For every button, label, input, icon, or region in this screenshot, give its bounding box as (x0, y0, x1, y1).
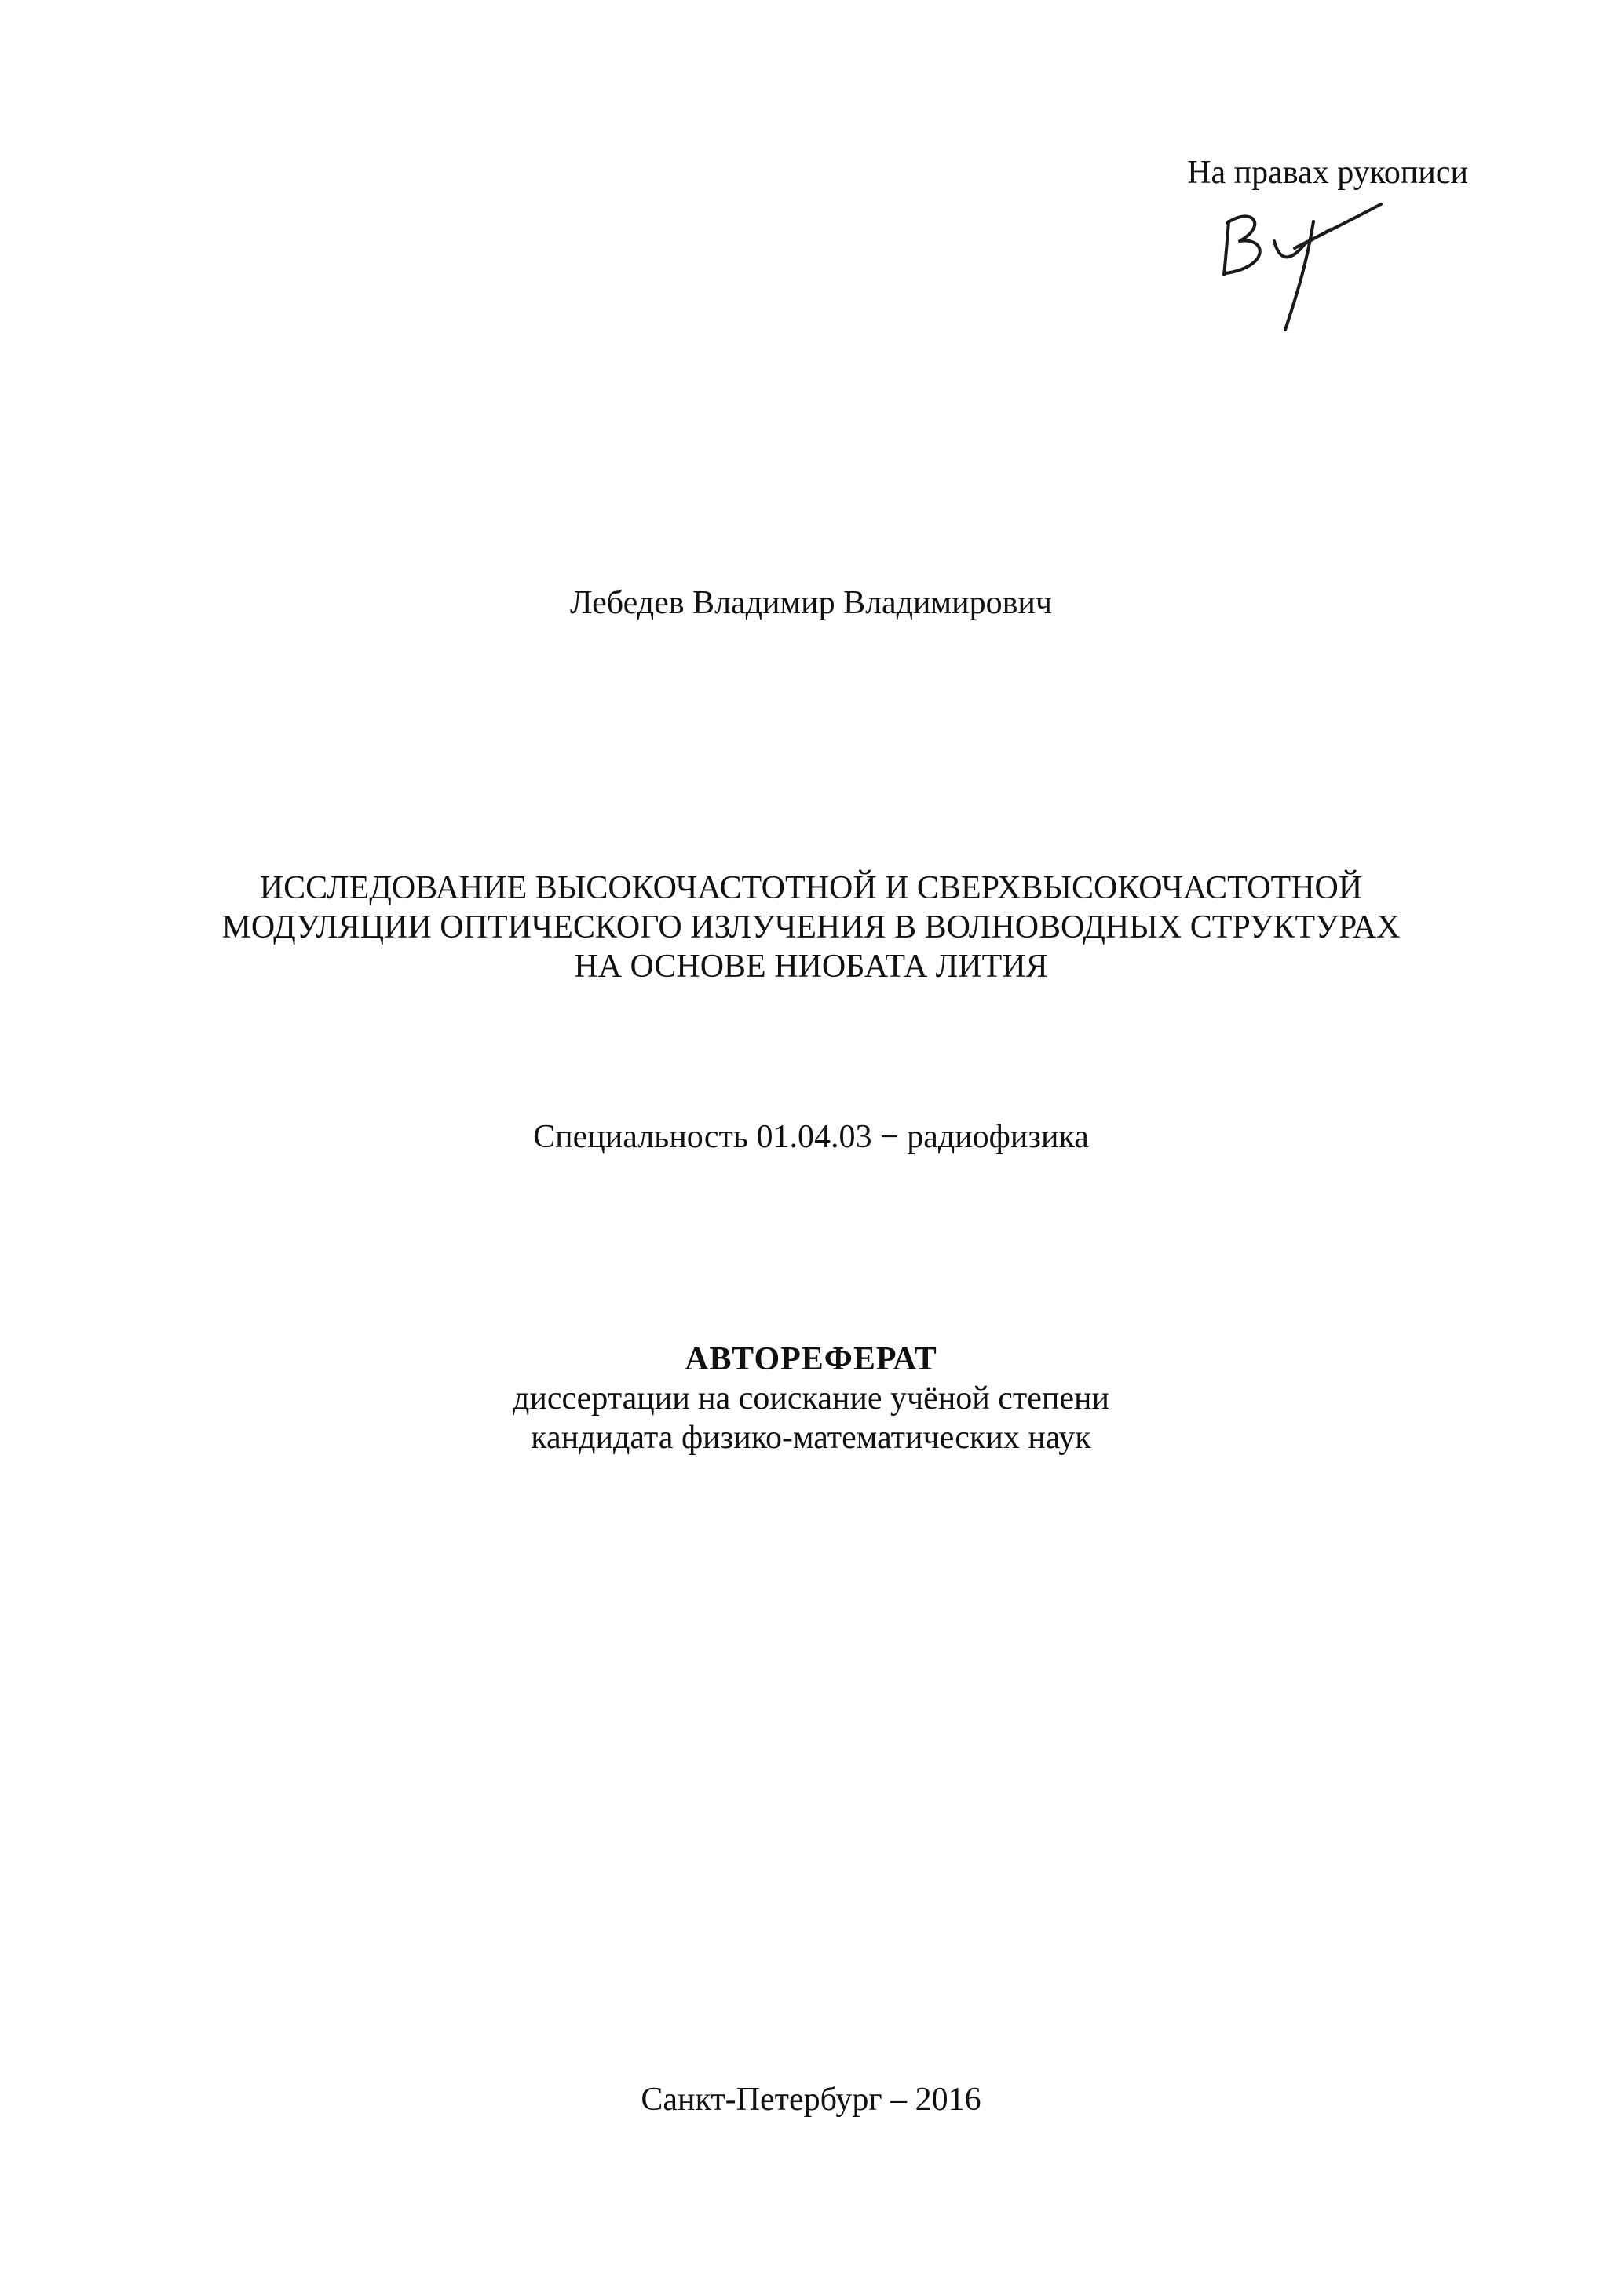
title-line: НА ОСНОВЕ НИОБАТА ЛИТИЯ (574, 949, 1048, 985)
manuscript-note: На правах рукописи (1187, 155, 1468, 191)
abstract-block (0, 1340, 1622, 1457)
author-name: Лебедев Владимир Владимирович (569, 585, 1053, 621)
abstract-heading: АВТОРЕФЕРАТ (685, 1341, 937, 1377)
abstract-line: диссертации на соискание учёной степени (513, 1380, 1109, 1417)
dissertation-title (118, 868, 1504, 986)
city-year: Санкт-Петербург – 2016 (641, 2082, 981, 2118)
abstract-line: кандидата физико-математических наук (531, 1420, 1091, 1456)
specialty-line: Специальность 01.04.03 − радиофизика (533, 1119, 1089, 1155)
title-line: МОДУЛЯЦИИ ОПТИЧЕСКОГО ИЗЛУЧЕНИЯ В ВОЛНОВОДНЫХ СТРУКТУРАХ (221, 909, 1401, 945)
title-line: ИССЛЕДОВАНИЕ ВЫСОКОЧАСТОТНОЙ И СВЕРХВЫСОКОЧАСТОТНОЙ (259, 870, 1363, 906)
handwritten-signature (1213, 198, 1394, 339)
